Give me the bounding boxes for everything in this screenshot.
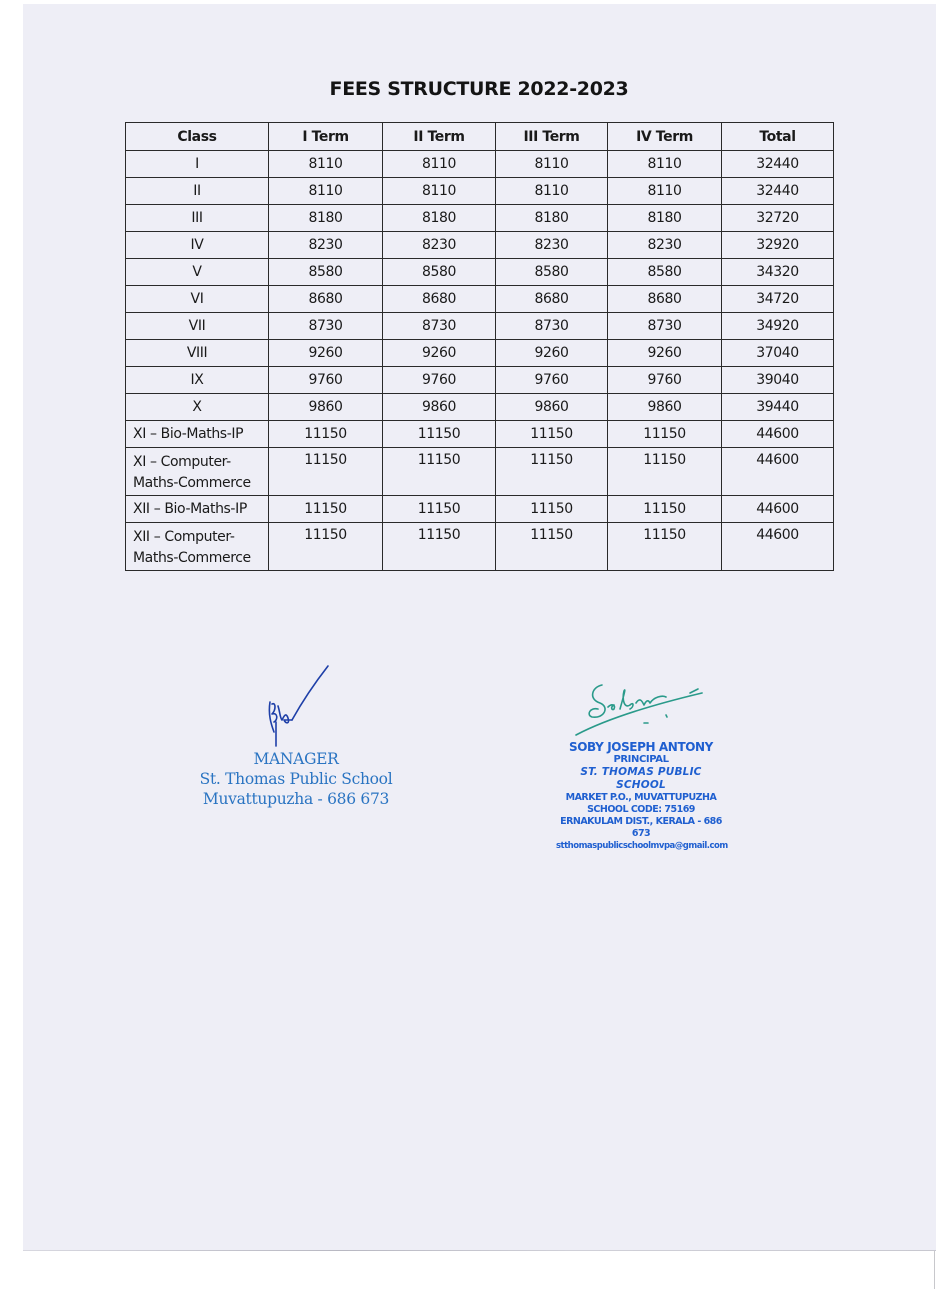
cell-total: 44600 [722,448,834,496]
cell-term-4: 11150 [608,523,722,571]
cell-class [126,448,269,496]
cell-term-2: 8180 [383,205,496,232]
cell-term-2: 8230 [383,232,496,259]
cell-term-3: 9260 [496,340,608,367]
cell-term-3: 8580 [496,259,608,286]
cell-term-1: 9760 [269,367,383,394]
table-row [126,448,834,496]
principal-role: PRINCIPAL [613,754,669,765]
cell-term-4: 8580 [608,259,722,286]
paper-edge [23,1250,936,1251]
cell-total: 44600 [722,421,834,448]
cell-total: 34320 [722,259,834,286]
cell-term-1: 8580 [269,259,383,286]
cell-class [126,523,269,571]
cell-class: VI [126,286,269,313]
cell-term-1: 8110 [269,178,383,205]
cell-term-2: 9860 [383,394,496,421]
cell-term-1: 11150 [269,421,383,448]
manager-location: Muvattupuzha - 686 673 [202,790,390,808]
principal-address-2: ERNAKULAM DIST., KERALA - 686 673 [560,816,722,839]
cell-term-1: 11150 [269,448,383,496]
table-row [126,496,834,523]
cell-term-3: 11150 [496,448,608,496]
cell-term-1: 9860 [269,394,383,421]
cell-term-3: 11150 [496,496,608,523]
table-row [126,286,834,313]
principal-signature-icon [570,677,710,741]
cell-term-3: 8110 [496,151,608,178]
principal-school: ST. THOMAS PUBLIC SCHOOL [580,766,702,791]
cell-term-2: 9760 [383,367,496,394]
header-term-2: II Term [383,123,496,151]
cell-term-1: 8730 [269,313,383,340]
cell-term-3: 8730 [496,313,608,340]
cell-class: II [126,178,269,205]
cell-total: 32920 [722,232,834,259]
cell-term-4: 11150 [608,448,722,496]
cell-term-3: 8110 [496,178,608,205]
cell-term-4: 9260 [608,340,722,367]
cell-class: X [126,394,269,421]
table-row [126,259,834,286]
cell-term-2: 11150 [383,421,496,448]
cell-term-3: 11150 [496,421,608,448]
cell-term-4: 11150 [608,421,722,448]
cell-term-4: 9760 [608,367,722,394]
cell-term-4: 8180 [608,205,722,232]
cell-class: VIII [126,340,269,367]
cell-total: 34720 [722,286,834,313]
header-term-3: III Term [496,123,608,151]
cell-term-1: 8110 [269,151,383,178]
cell-class: III [126,205,269,232]
table-row [126,178,834,205]
cell-term-2: 8110 [383,151,496,178]
cell-total: 37040 [722,340,834,367]
cell-total: 39040 [722,367,834,394]
table-row [126,313,834,340]
cell-term-3: 9860 [496,394,608,421]
cell-term-2: 11150 [383,496,496,523]
cell-term-2: 9260 [383,340,496,367]
table-row [126,421,834,448]
cell-term-4: 8680 [608,286,722,313]
cell-class-line-1: XI – Computer- [133,454,231,470]
cell-total: 39440 [722,394,834,421]
cell-total: 44600 [722,496,834,523]
page-title: FEES STRUCTURE 2022-2023 [329,78,629,100]
cell-term-3: 8680 [496,286,608,313]
principal-address-1: MARKET P.O., MUVATTUPUZHA [565,792,717,803]
cell-term-2: 8110 [383,178,496,205]
cell-term-3: 11150 [496,523,608,571]
cell-term-4: 8110 [608,151,722,178]
manager-title: MANAGER [253,750,339,768]
cell-term-1: 11150 [269,496,383,523]
cell-total: 32440 [722,151,834,178]
cell-term-4: 8230 [608,232,722,259]
table-row [126,232,834,259]
cell-term-3: 8180 [496,205,608,232]
manager-signature-icon [262,662,334,748]
table-row [126,340,834,367]
cell-class-line-2: Maths-Commerce [133,475,251,491]
header-total: Total [722,123,834,151]
manager-school: St. Thomas Public School [199,770,393,788]
principal-name: SOBY JOSEPH ANTONY [569,740,713,754]
cell-term-4: 8730 [608,313,722,340]
table-row [126,367,834,394]
cell-term-1: 8680 [269,286,383,313]
manager-stamp [196,749,396,809]
cell-class: V [126,259,269,286]
header-class: Class [126,123,269,151]
header-term-4: IV Term [608,123,722,151]
cell-class: XI – Bio-Maths-IP [126,421,269,448]
cell-term-4: 8110 [608,178,722,205]
cell-term-2: 8680 [383,286,496,313]
cell-class: IV [126,232,269,259]
cell-term-4: 9860 [608,394,722,421]
cell-term-2: 8730 [383,313,496,340]
cell-term-2: 8580 [383,259,496,286]
cell-term-1: 11150 [269,523,383,571]
cell-class: VII [126,313,269,340]
principal-school-code: SCHOOL CODE: 75169 [587,804,695,815]
cell-term-3: 9760 [496,367,608,394]
cell-total: 32720 [722,205,834,232]
fees-table [125,122,834,571]
cell-class-line-2: Maths-Commerce [133,550,251,566]
cell-term-2: 11150 [383,523,496,571]
table-row [126,151,834,178]
header-term-1: I Term [269,123,383,151]
table-row [126,205,834,232]
cell-class: XII – Bio-Maths-IP [126,496,269,523]
cell-term-1: 9260 [269,340,383,367]
cell-term-3: 8230 [496,232,608,259]
cell-total: 34920 [722,313,834,340]
table-header-row [126,123,834,151]
cell-total: 44600 [722,523,834,571]
table-row [126,394,834,421]
principal-stamp [556,740,726,852]
cell-class: I [126,151,269,178]
cell-class: IX [126,367,269,394]
table-row [126,523,834,571]
cell-term-4: 11150 [608,496,722,523]
cell-term-2: 11150 [383,448,496,496]
scan-border [934,1251,935,1289]
cell-term-1: 8180 [269,205,383,232]
principal-email: stthomaspublicschoolmvpa@gmail.com [556,841,728,851]
cell-term-1: 8230 [269,232,383,259]
cell-total: 32440 [722,178,834,205]
cell-class-line-1: XII – Computer- [133,529,235,545]
